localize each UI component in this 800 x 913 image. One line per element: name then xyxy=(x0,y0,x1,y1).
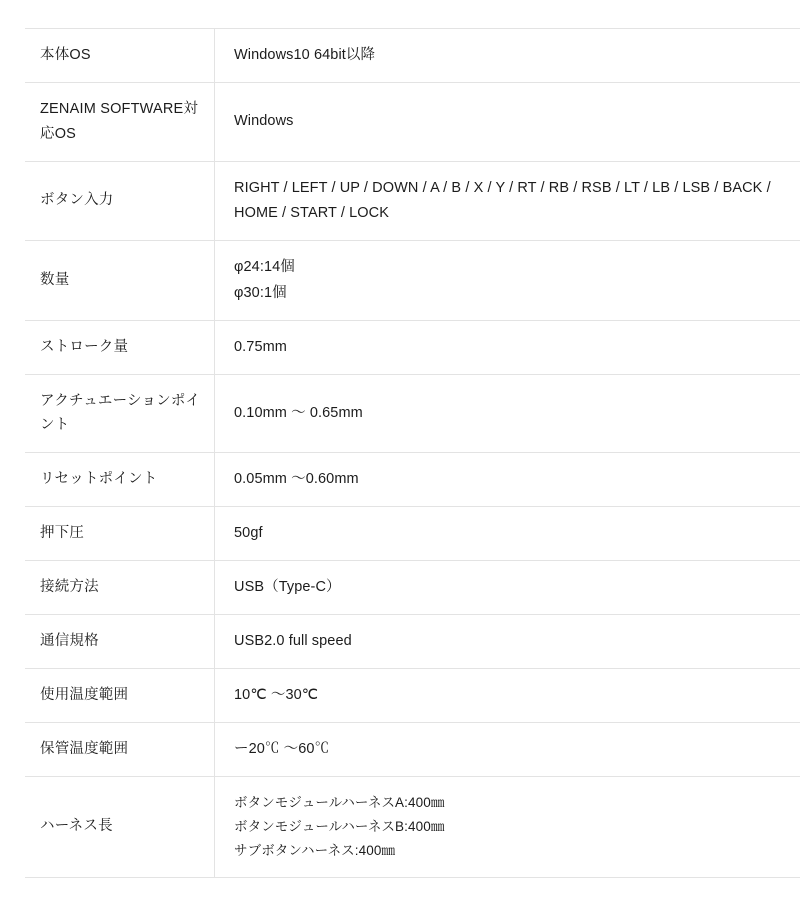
spec-value xyxy=(215,777,800,878)
spec-value-line: USB（Type-C） xyxy=(234,579,341,596)
spec-label: ボタン入力 xyxy=(25,161,215,240)
spec-value-line: φ24:14個 xyxy=(234,258,295,275)
spec-label: 本体OS xyxy=(25,29,215,83)
spec-value-line: 0.75mm xyxy=(234,338,287,355)
spec-value xyxy=(215,82,800,161)
table-row xyxy=(25,777,800,878)
spec-value-line: ボタンモジュールハーネスB:400㎜ xyxy=(234,819,445,835)
spec-value xyxy=(215,161,800,240)
spec-label: 数量 xyxy=(25,240,215,320)
table-row xyxy=(25,374,800,453)
spec-value-line: ー20℃ 〜60℃ xyxy=(234,741,330,758)
spec-value-line: Windows xyxy=(234,113,294,130)
table-row xyxy=(25,453,800,507)
spec-value xyxy=(215,29,800,83)
table-row xyxy=(25,507,800,561)
spec-value xyxy=(215,320,800,374)
table-row xyxy=(25,29,800,83)
spec-value-line: RIGHT / LEFT / UP / DOWN / A / B / X / Y / RT / RB / RSB / LT / LB / LSB / BACK / HOME / START / LOCK xyxy=(234,179,775,221)
spec-value xyxy=(215,723,800,777)
specification-table xyxy=(25,28,800,878)
spec-label: 接続方法 xyxy=(25,561,215,615)
spec-label: 通信規格 xyxy=(25,615,215,669)
spec-value-line: φ30:1個 xyxy=(234,284,287,301)
spec-value-line: 50gf xyxy=(234,525,263,542)
spec-value-line: 0.10mm 〜 0.65mm xyxy=(234,404,363,421)
spec-value-line: 0.05mm 〜0.60mm xyxy=(234,471,359,488)
spec-label: 押下圧 xyxy=(25,507,215,561)
table-row xyxy=(25,561,800,615)
table-row xyxy=(25,240,800,320)
spec-label: 保管温度範囲 xyxy=(25,723,215,777)
spec-label: ZENAIM SOFTWARE対応OS xyxy=(25,82,215,161)
table-row xyxy=(25,82,800,161)
spec-label: アクチュエーションポイント xyxy=(25,374,215,453)
table-row xyxy=(25,320,800,374)
spec-value-line: 10℃ 〜30℃ xyxy=(234,687,319,704)
spec-value xyxy=(215,669,800,723)
spec-label: ストローク量 xyxy=(25,320,215,374)
spec-value-line: ボタンモジュールハーネスA:400㎜ xyxy=(234,795,445,810)
spec-value-line: Windows10 64bit以降 xyxy=(234,47,376,63)
spec-table-body xyxy=(25,29,800,878)
spec-label: リセットポイント xyxy=(25,453,215,507)
spec-value xyxy=(215,615,800,669)
table-row xyxy=(25,669,800,723)
spec-label: ハーネス長 xyxy=(25,777,215,878)
spec-value xyxy=(215,240,800,320)
spec-value xyxy=(215,561,800,615)
table-row xyxy=(25,723,800,777)
table-row xyxy=(25,161,800,240)
spec-value-line: USB2.0 full speed xyxy=(234,633,352,650)
spec-value-line: サブボタンハーネス:400㎜ xyxy=(234,843,396,859)
spec-label: 使用温度範囲 xyxy=(25,669,215,723)
spec-value xyxy=(215,374,800,453)
table-row xyxy=(25,615,800,669)
spec-value xyxy=(215,507,800,561)
spec-value xyxy=(215,453,800,507)
